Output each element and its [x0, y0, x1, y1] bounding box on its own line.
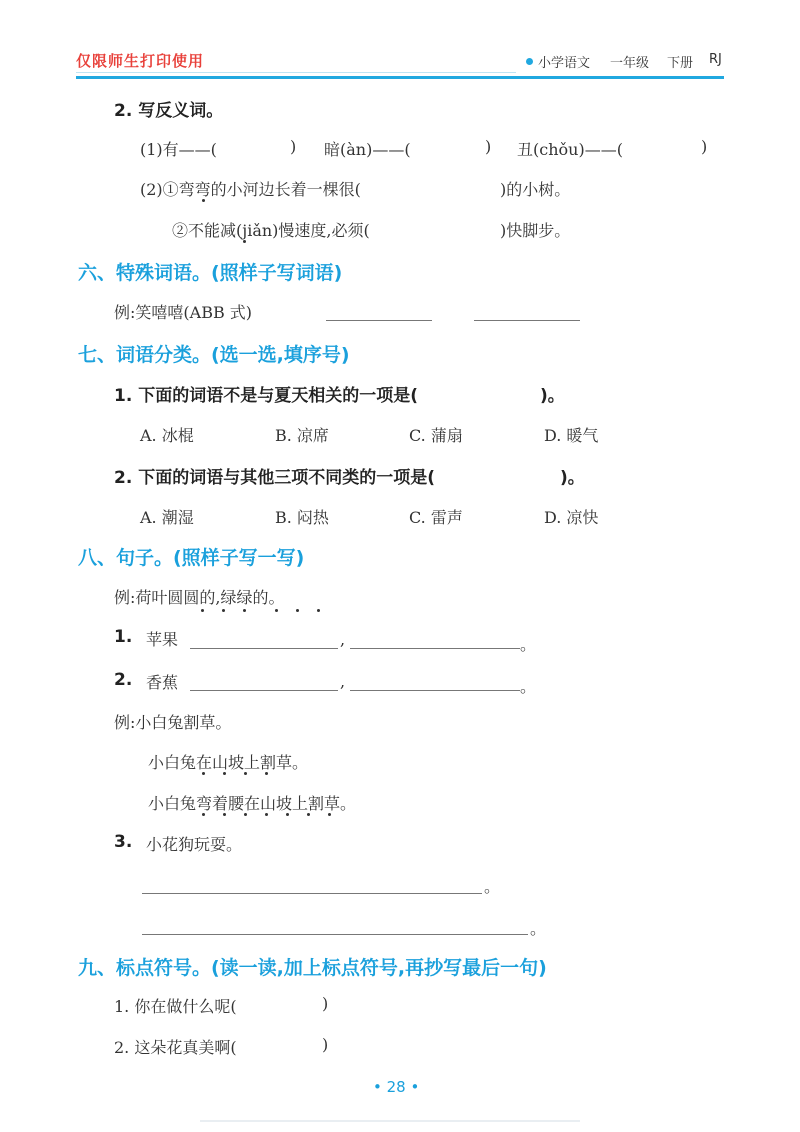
answer-line[interactable] — [474, 320, 580, 321]
section-8-example-2: 例:小白兔割草。 — [114, 713, 232, 732]
option-c: C. 蒲扇 — [409, 426, 463, 445]
antonym-item-1a-close: ) — [290, 137, 297, 156]
print-banner: 仅限师生打印使用 — [76, 52, 205, 70]
header-divider — [76, 76, 724, 79]
emphasis-dots — [180, 609, 330, 613]
answer-line[interactable] — [142, 934, 528, 935]
period: 。 — [530, 919, 547, 938]
antonym-item-1c: 丑(chǒu)——( — [517, 140, 623, 159]
section-7-q1-close: )。 — [540, 386, 565, 406]
answer-line[interactable] — [190, 648, 338, 649]
comma: , — [340, 630, 346, 649]
header-grade: 一年级 — [610, 56, 650, 71]
emphasis-dots — [148, 813, 408, 817]
antonym-item-2-end: )的小树。 — [500, 180, 571, 199]
antonym-question: 2. 写反义词。 — [114, 101, 224, 121]
item-number: 2. — [114, 670, 133, 690]
punctuation-item-1-close: ) — [322, 994, 329, 1013]
option-a: A. 潮湿 — [140, 508, 194, 527]
option-d: D. 凉快 — [544, 508, 599, 527]
header-volume: 下册 — [667, 56, 694, 71]
punctuation-item-2: 2. 这朵花真美啊( — [114, 1038, 237, 1057]
answer-line[interactable] — [350, 690, 520, 691]
header-edition: RJ — [709, 52, 722, 67]
page-number: • 28 • — [373, 1078, 420, 1096]
answer-line[interactable] — [190, 690, 338, 691]
section-6-example: 例:笑嘻嘻(ABB 式) — [114, 303, 253, 322]
antonym-item-3-start: ②不能减(jiǎn)慢速度,必须( — [172, 221, 370, 240]
item-number: 1. — [114, 627, 133, 647]
item-number: 3. — [114, 832, 133, 852]
section-7-q2-close: )。 — [560, 468, 585, 488]
antonym-item-1b-close: ) — [485, 137, 492, 156]
antonym-item-1a: (1)有——( — [140, 140, 217, 159]
option-d: D. 暖气 — [544, 426, 599, 445]
section-8-title: 八、句子。(照样子写一写) — [78, 547, 305, 569]
period: 。 — [520, 677, 537, 696]
sentence-word: 苹果 — [146, 630, 179, 649]
option-b: B. 凉席 — [275, 426, 329, 445]
emphasis-dots — [237, 240, 257, 244]
sentence-word: 香蕉 — [146, 673, 179, 692]
section-9-title: 九、标点符号。(读一读,加上标点符号,再抄写最后一句) — [78, 957, 547, 979]
section-8-example-2-line-3: 小白兔弯着腰在山坡上割草。 — [148, 794, 357, 813]
option-a: A. 冰棍 — [140, 426, 194, 445]
antonym-item-1c-close: ) — [701, 137, 708, 156]
sentence-prompt: 小花狗玩耍。 — [146, 835, 243, 854]
antonym-item-2-start: (2)①弯弯的小河边长着一棵很( — [140, 180, 361, 199]
answer-line[interactable] — [142, 893, 482, 894]
header-divider-light — [76, 72, 516, 73]
section-6-title: 六、特殊词语。(照样子写词语) — [78, 262, 343, 284]
period: 。 — [520, 635, 537, 654]
emphasis-dots — [196, 199, 216, 203]
antonym-item-1b: 暗(àn)——( — [324, 140, 411, 159]
punctuation-item-1: 1. 你在做什么呢( — [114, 997, 237, 1016]
option-b: B. 闷热 — [275, 508, 329, 527]
section-7-q2: 2. 下面的词语与其他三项不同类的一项是( — [114, 468, 435, 488]
option-c: C. 雷声 — [409, 508, 463, 527]
emphasis-dots — [148, 772, 348, 776]
answer-line[interactable] — [326, 320, 432, 321]
header-dot-icon — [526, 58, 533, 65]
section-7-q1: 1. 下面的词语不是与夏天相关的一项是( — [114, 386, 418, 406]
punctuation-item-2-close: ) — [322, 1035, 329, 1054]
antonym-item-3-end: )快脚步。 — [500, 221, 571, 240]
bottom-faint-strip — [200, 1120, 580, 1122]
section-8-example-1: 例:荷叶圆圆的,绿绿的。 — [114, 588, 285, 607]
header-subject: 小学语文 — [538, 56, 591, 71]
period: 。 — [484, 877, 501, 896]
section-8-example-2-line-2: 小白兔在山坡上割草。 — [148, 753, 309, 772]
section-7-title: 七、词语分类。(选一选,填序号) — [78, 344, 350, 366]
comma: , — [340, 672, 346, 691]
answer-line[interactable] — [350, 648, 520, 649]
